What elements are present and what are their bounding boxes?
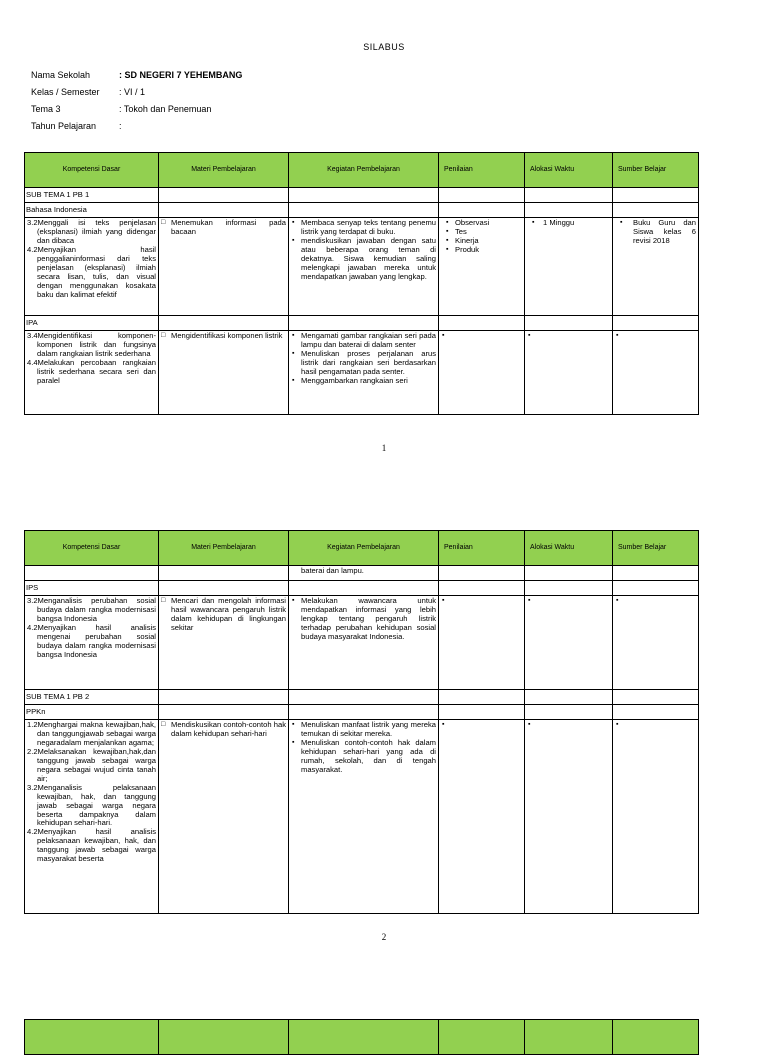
kegiatan-item: ▪ Menuliskan proses perjalanan arus listrik dari rangkaian seri berdasarkan hasil pengamatan pada senter. xyxy=(291,350,436,377)
subject-label: IPA xyxy=(25,316,159,331)
subject-row xyxy=(25,316,699,331)
header-cell xyxy=(439,1020,525,1055)
kegiatan-continuation: baterai dan lampu. xyxy=(289,566,439,581)
alokasi-cell xyxy=(525,720,613,914)
subject-label: Bahasa Indonesia xyxy=(25,203,159,218)
header-kegiatan: Kegiatan Pembelajaran xyxy=(289,531,439,566)
header-kompetensi-dasar: Kompetensi Dasar xyxy=(25,531,159,566)
alokasi-item: ▪ 1 Minggu xyxy=(531,219,610,228)
info-row xyxy=(31,66,242,83)
info-row xyxy=(31,117,242,134)
penilaian-cell xyxy=(439,331,525,415)
kd-item: 3.4Mengidentifikasi komponen-komponen listrik dan fungsinya dalam rangkaian listrik sederhana xyxy=(27,331,156,358)
info-label: Nama Sekolah xyxy=(31,69,91,80)
kegiatan-item: ▪ mendiskusikan jawaban dengan satu atau beberapa orang teman di dekatnya. Siswa kemudian saling melengkapi jawaban mereka untuk mendapatkan jawaban yang lengkap. xyxy=(291,237,436,282)
bullet-mark xyxy=(441,721,522,730)
penilaian-cell xyxy=(439,720,525,914)
kd-cell xyxy=(25,218,159,316)
page-number: 1 xyxy=(381,443,387,453)
page-number: 2 xyxy=(381,932,387,942)
kegiatan-cell xyxy=(289,331,439,415)
bullet-mark xyxy=(441,332,522,341)
header-alokasi: Alokasi Waktu xyxy=(525,531,613,566)
syllabus-table-page-2 xyxy=(24,530,699,914)
header-sumber: Sumber Belajar xyxy=(613,531,699,566)
header-cell xyxy=(525,1020,613,1055)
kegiatan-item: ▪ Menggambarkan rangkaian seri xyxy=(291,377,436,386)
bullet-mark xyxy=(615,597,696,606)
materi-cell xyxy=(159,720,289,914)
kd-item: 4.4Melakukan percobaan rangkaian listrik sederhana secara seri dan paralel xyxy=(27,357,156,385)
penilaian-item: ▪ Observasi xyxy=(445,219,522,228)
kegiatan-item: ▪ Melakukan wawancara untuk mendapatkan informasi yang lebih lengkap tentang pengaruh listrik terhadap perubahan kehidupan sosial budaya masyarakat Indonesia. xyxy=(291,597,436,642)
materi-cell xyxy=(159,331,289,415)
kegiatan-item: ▪ Menuliskan contoh-contoh hak dalam kehidupan sehari-hari yang ada di rumah, sekolah, dan di tengah masyarakat. xyxy=(291,739,436,775)
subject-label: IPS xyxy=(25,581,159,596)
identity-block xyxy=(31,66,242,134)
table-row xyxy=(25,331,699,415)
penilaian-item: ▪ Produk xyxy=(445,246,522,255)
subtema-row xyxy=(25,188,699,203)
table-row xyxy=(25,218,699,316)
subject-row xyxy=(25,581,699,596)
syllabus-table-page-1 xyxy=(24,152,699,415)
sumber-item: ▪ Buku Guru dan Siswa kelas 6 revisi 2018 xyxy=(619,219,696,246)
alokasi-cell xyxy=(525,596,613,690)
table-header-row xyxy=(25,153,699,188)
subject-label: PPKn xyxy=(25,705,159,720)
table-header-row xyxy=(25,1020,699,1055)
materi-item: □ Mendiskusikan contoh-contoh hak dalam kehidupan sehari-hari xyxy=(161,721,286,739)
info-row xyxy=(31,83,242,100)
kegiatan-item: ▪ Membaca senyap teks tentang penemu listrik yang terdapat di buku. xyxy=(291,219,436,237)
header-materi: Materi Pembelajaran xyxy=(159,153,289,188)
header-cell xyxy=(289,1020,439,1055)
kd-item: 4.2Menyajikan hasil penggalianinformasi dari teks penjelasan (eksplanasi) ilmiah secara lisan, tulis, dan visual dengan menggunakan kosakata baku dan kalimat efektif xyxy=(27,244,156,299)
info-value: : SD NEGERI 7 YEHEMBANG xyxy=(119,69,243,80)
table-row xyxy=(25,566,699,581)
alokasi-cell xyxy=(525,218,613,316)
header-penilaian: Penilaian xyxy=(439,531,525,566)
materi-cell xyxy=(159,596,289,690)
penilaian-item: ▪ Kinerja xyxy=(445,237,522,246)
subtema-row xyxy=(25,690,699,705)
header-kompetensi-dasar: Kompetensi Dasar xyxy=(25,153,159,188)
info-row xyxy=(31,100,242,117)
kegiatan-cell xyxy=(289,218,439,316)
table-row xyxy=(25,596,699,690)
subject-row xyxy=(25,203,699,218)
kd-item: 3.2Menganalisis pelaksanaan kewajiban, hak, dan tanggung jawab sebagai warga negara beserta dampaknya dalam kehidupan sehari-hari. xyxy=(27,782,156,828)
header-cell xyxy=(25,1020,159,1055)
sumber-cell xyxy=(613,720,699,914)
kegiatan-cell xyxy=(289,720,439,914)
materi-item: □ Mencari dan mengolah informasi hasil wawancara pengaruh listrik dalam kehidupan di lingkungan sekitar xyxy=(161,597,286,633)
kd-item: 4.2Menyajikan hasil analisis mengenai perubahan sosial budaya dalam rangka modernisasi bangsa Indonesia xyxy=(27,622,156,659)
bullet-mark xyxy=(527,332,610,341)
info-value: : Tokoh dan Penemuan xyxy=(119,103,212,114)
kd-cell xyxy=(25,331,159,415)
subtema-label: SUB TEMA 1 PB 2 xyxy=(25,690,159,705)
info-value: : xyxy=(119,120,122,131)
penilaian-item: ▪ Tes xyxy=(445,228,522,237)
header-cell xyxy=(613,1020,699,1055)
bullet-mark xyxy=(615,721,696,730)
materi-cell xyxy=(159,218,289,316)
kd-cell xyxy=(25,596,159,690)
penilaian-cell xyxy=(439,596,525,690)
kegiatan-item: ▪ Mengamati gambar rangkaian seri pada lampu dan baterai di dalam senter xyxy=(291,332,436,350)
header-alokasi: Alokasi Waktu xyxy=(525,153,613,188)
info-value: : VI / 1 xyxy=(119,86,146,97)
kegiatan-item: ▪ Menuliskan manfaat listrik yang mereka temukan di sekitar mereka. xyxy=(291,721,436,739)
header-penilaian: Penilaian xyxy=(439,153,525,188)
kd-item: 1.2Menghargai makna kewajiban,hak, dan tanggungjawab sebagai warga negaradalam menjalankan agama; xyxy=(27,720,156,747)
info-label: Kelas / Semester xyxy=(31,86,100,97)
header-cell xyxy=(159,1020,289,1055)
subject-row xyxy=(25,705,699,720)
materi-item: □ Mengidentifikasi komponen listrik xyxy=(161,332,286,341)
sumber-cell xyxy=(613,331,699,415)
subtema-label: SUB TEMA 1 PB 1 xyxy=(25,188,159,203)
bullet-mark xyxy=(615,332,696,341)
bullet-mark xyxy=(441,597,522,606)
bullet-mark xyxy=(527,597,610,606)
table-header-row xyxy=(25,531,699,566)
header-materi: Materi Pembelajaran xyxy=(159,531,289,566)
table-row xyxy=(25,720,699,914)
penilaian-cell xyxy=(439,218,525,316)
bullet-mark xyxy=(527,721,610,730)
syllabus-table-page-3 xyxy=(24,1019,699,1055)
header-kegiatan: Kegiatan Pembelajaran xyxy=(289,153,439,188)
alokasi-cell xyxy=(525,331,613,415)
info-label: Tema 3 xyxy=(31,103,61,114)
kd-item: 3.2Menggali isi teks penjelasan (eksplanasi) ilmiah yang didengar dan dibaca xyxy=(27,218,156,245)
kd-item: 4.2Menyajikan hasil analisis pelaksanaan kewajiban, hak, dan tanggung jawab sebagai warga masyarakat beserta xyxy=(27,827,156,864)
sumber-cell xyxy=(613,596,699,690)
header-sumber: Sumber Belajar xyxy=(613,153,699,188)
kd-item: 3.2Menganalisis perubahan sosial budaya dalam rangka modernisasi bangsa Indonesia xyxy=(27,596,156,623)
materi-item: □ Menemukan informasi pada bacaan xyxy=(161,219,286,237)
sumber-cell xyxy=(613,218,699,316)
document-title: SILABUS xyxy=(363,42,405,52)
info-label: Tahun Pelajaran xyxy=(31,120,97,131)
kegiatan-cell xyxy=(289,596,439,690)
kd-cell xyxy=(25,720,159,914)
kd-item: 2.2Melaksanakan kewajiban,hak,dan tanggung jawab sebagai warga negara sebagai wujud cinta tanah air; xyxy=(27,746,156,783)
